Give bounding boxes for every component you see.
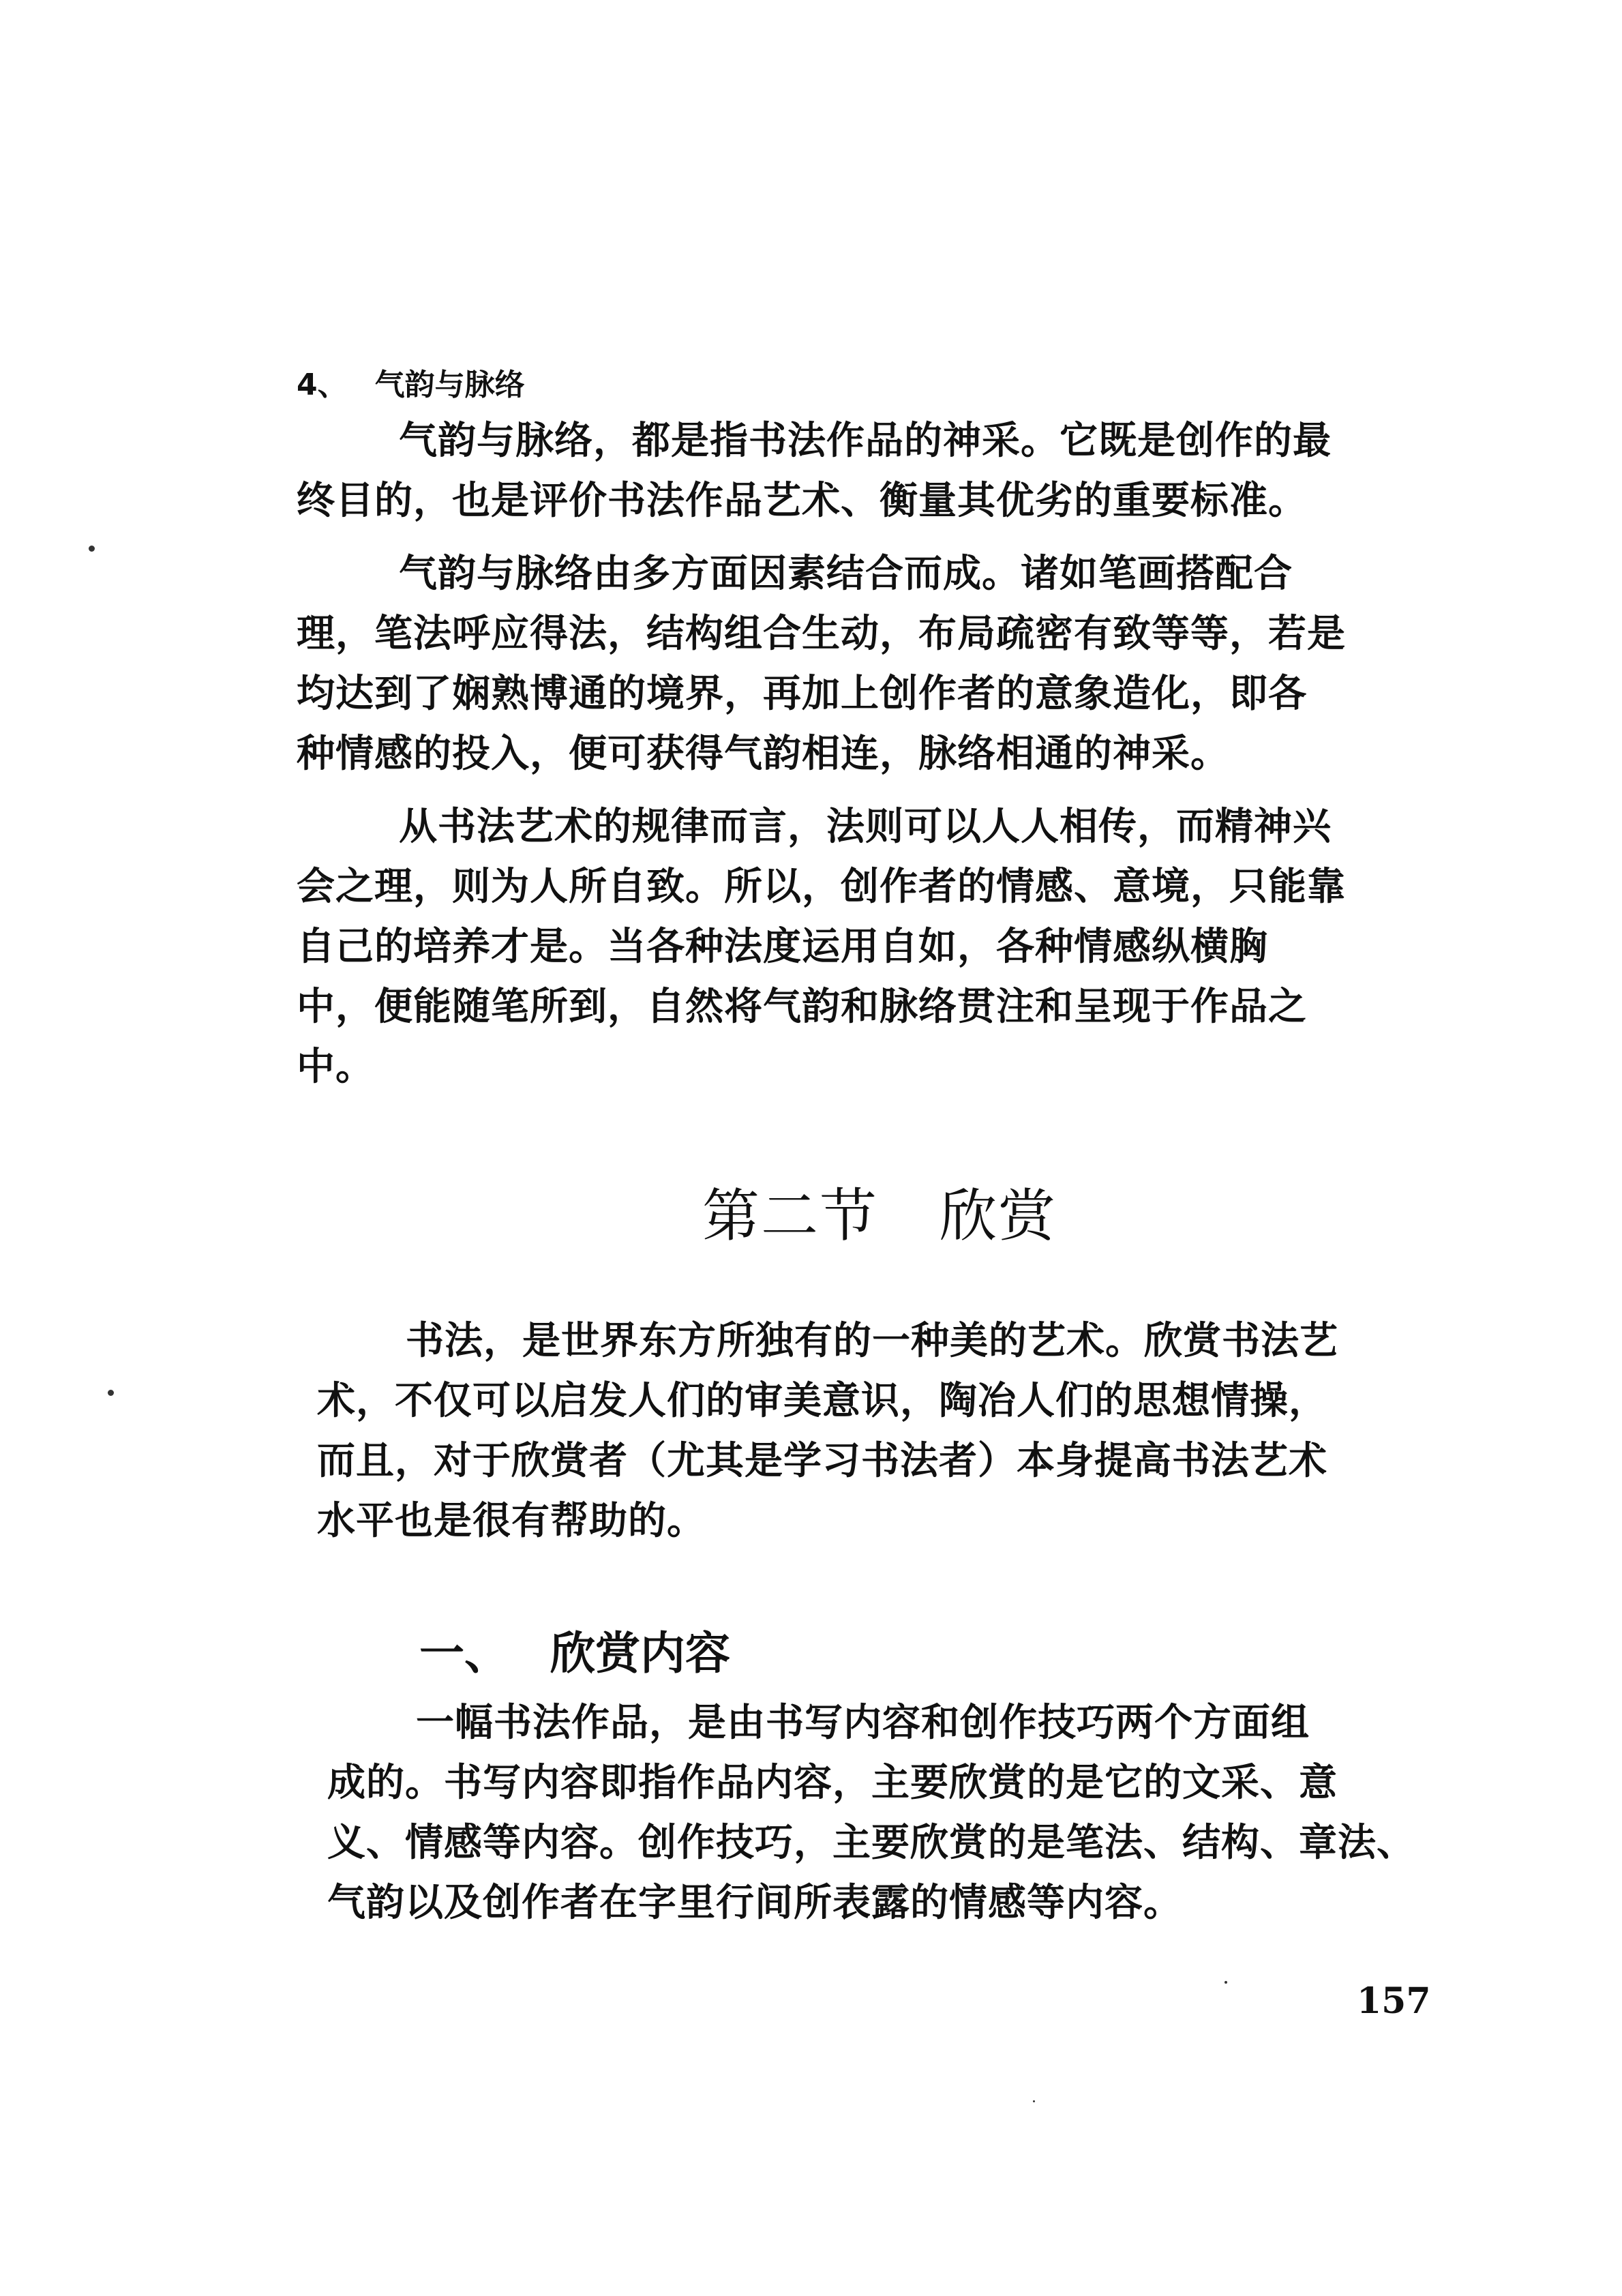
paragraph-3-line-1: 从书法艺术的规律而言，法则可以人人相传，而精神兴 xyxy=(399,805,1332,849)
paragraph-3-line-4: 中，便能随笔所到，自然将气韵和脉络贯注和呈现于作品之 xyxy=(297,985,1307,1029)
paragraph-4-line-1: 书法，是世界东方所独有的一种美的艺术。欣赏书法艺 xyxy=(406,1319,1338,1363)
section-heading-number: 第二节 xyxy=(702,1182,879,1249)
sub-heading-title: 欣赏内容 xyxy=(550,1627,730,1680)
page-number: 157 xyxy=(1357,1980,1431,2022)
paragraph-2-line-3: 均达到了娴熟博通的境界，再加上创作者的意象造化，即各 xyxy=(297,672,1307,716)
paragraph-5-line-3: 义、情感等内容。创作技巧，主要欣赏的是笔法、结构、章法、 xyxy=(327,1821,1415,1865)
subsection-heading-4 xyxy=(297,365,525,406)
paragraph-3-line-3: 自己的培养才是。当各种法度运用自如，各种情感纵横胸 xyxy=(297,925,1268,969)
subsection-number: 4、 xyxy=(297,368,348,402)
paragraph-1-line-1: 气韵与脉络，都是指书法作品的神采。它既是创作的最 xyxy=(399,419,1332,463)
paragraph-2-line-4: 种情感的投入，便可获得气韵相连，脉络相通的神采。 xyxy=(297,732,1229,776)
section-heading-title: 欣赏 xyxy=(940,1182,1057,1249)
section-heading xyxy=(702,1183,1057,1249)
scan-speck xyxy=(108,1390,114,1396)
subsection-title: 气韵与脉络 xyxy=(374,368,525,402)
paragraph-2-line-2: 理，笔法呼应得法，结构组合生动，布局疏密有致等等，若是 xyxy=(297,612,1346,656)
paragraph-4-line-4: 水平也是很有帮助的。 xyxy=(317,1499,706,1543)
paragraph-3-line-2: 会之理，则为人所自致。所以，创作者的情感、意境，只能靠 xyxy=(297,865,1346,909)
paragraph-3-line-5: 中。 xyxy=(297,1045,374,1089)
scan-speck xyxy=(89,546,95,552)
paragraph-4-line-3: 而且，对于欣赏者（尤其是学习书法者）本身提高书法艺术 xyxy=(317,1439,1327,1483)
paragraph-2-line-1: 气韵与脉络由多方面因素结合而成。诸如笔画搭配合 xyxy=(399,552,1293,596)
scan-speck xyxy=(1225,1981,1227,1984)
sub-heading xyxy=(419,1626,730,1681)
scan-speck xyxy=(1033,2100,1035,2102)
sub-heading-number: 一、 xyxy=(419,1627,509,1680)
paragraph-4-line-2: 术，不仅可以启发人们的审美意识，陶冶人们的思想情操， xyxy=(317,1379,1327,1423)
paragraph-5-line-2: 成的。书写内容即指作品内容，主要欣赏的是它的文采、意 xyxy=(327,1761,1338,1805)
paragraph-1-line-2: 终目的，也是评价书法作品艺术、衡量其优劣的重要标准。 xyxy=(297,479,1307,523)
paragraph-5-line-1: 一幅书法作品，是由书写内容和创作技巧两个方面组 xyxy=(416,1701,1310,1745)
paragraph-5-line-4: 气韵以及创作者在字里行间所表露的情感等内容。 xyxy=(327,1881,1182,1925)
